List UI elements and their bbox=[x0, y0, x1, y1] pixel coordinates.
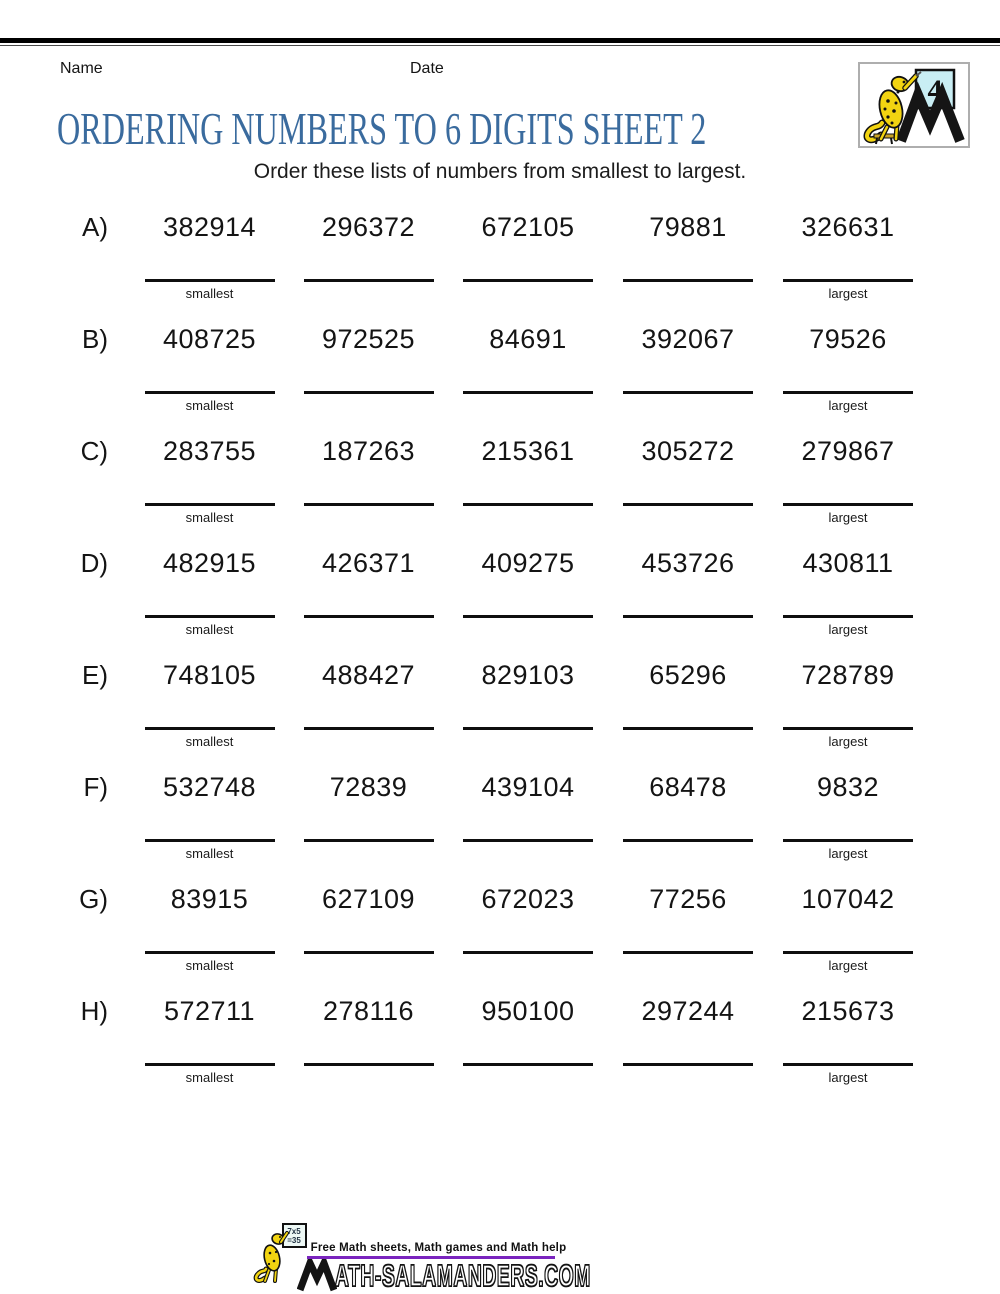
grade-badge-number: 4 bbox=[927, 74, 943, 107]
answer-blank bbox=[145, 279, 275, 282]
answer-blank bbox=[145, 503, 275, 506]
number-value: 572711 bbox=[163, 996, 256, 1026]
number-value: 279867 bbox=[801, 436, 895, 466]
number-value: 79526 bbox=[809, 324, 887, 354]
number-value: 79881 bbox=[649, 212, 727, 242]
footer-wordmark bbox=[297, 1259, 748, 1291]
footer bbox=[0, 1222, 1000, 1291]
number-value: 72839 bbox=[329, 772, 408, 802]
largest-label: largest bbox=[828, 622, 868, 637]
number-value: 215673 bbox=[801, 996, 895, 1026]
answer-blank bbox=[145, 1063, 275, 1066]
name-label: Name bbox=[60, 60, 103, 77]
number-value: 215361 bbox=[481, 436, 575, 466]
number-value: 392067 bbox=[641, 324, 735, 354]
number-value: 972525 bbox=[321, 324, 416, 354]
problem-letter: H) bbox=[80, 996, 108, 1026]
answer-blank bbox=[623, 391, 753, 394]
answer-blank bbox=[304, 951, 434, 954]
problem-letter: G) bbox=[79, 884, 108, 914]
problem-row-d bbox=[0, 548, 1000, 637]
smallest-label: smallest bbox=[185, 1070, 234, 1085]
largest-label: largest bbox=[828, 1070, 868, 1085]
number-value: 409275 bbox=[481, 548, 575, 578]
problem-row-b bbox=[0, 324, 1000, 413]
answer-blank bbox=[463, 951, 593, 954]
smallest-label: smallest bbox=[185, 286, 234, 301]
problem-list bbox=[0, 212, 1000, 1085]
number-value: 430811 bbox=[802, 548, 894, 578]
smallest-label: smallest bbox=[185, 510, 234, 525]
answer-blank bbox=[623, 951, 753, 954]
footer-site-name: ATH-SALAMANDERS.COM bbox=[334, 1258, 591, 1293]
answer-blank bbox=[463, 279, 593, 282]
answer-blank bbox=[783, 391, 913, 394]
answer-blank bbox=[304, 1063, 434, 1066]
answer-blank bbox=[783, 727, 913, 730]
number-value: 296372 bbox=[321, 212, 416, 242]
answer-blank bbox=[463, 1063, 593, 1066]
answer-blank bbox=[463, 615, 593, 618]
number-value: 9832 bbox=[816, 772, 880, 802]
answer-blank bbox=[623, 1063, 753, 1066]
answer-blank bbox=[304, 839, 434, 842]
problem-letter: A) bbox=[82, 212, 108, 242]
largest-label: largest bbox=[828, 846, 868, 861]
number-value: 84691 bbox=[489, 324, 567, 354]
answer-blank bbox=[783, 1063, 913, 1066]
number-value: 297244 bbox=[641, 996, 735, 1026]
answer-blank bbox=[463, 727, 593, 730]
answer-blank bbox=[623, 615, 753, 618]
number-value: 482915 bbox=[162, 548, 257, 578]
answer-blank bbox=[463, 839, 593, 842]
answer-blank bbox=[304, 503, 434, 506]
number-value: 672023 bbox=[481, 884, 575, 914]
problem-row-f bbox=[0, 772, 1000, 861]
answer-blank bbox=[304, 727, 434, 730]
answer-blank bbox=[145, 391, 275, 394]
answer-blank bbox=[783, 279, 913, 282]
number-value: 672105 bbox=[481, 212, 575, 242]
problem-letter: E) bbox=[82, 660, 108, 690]
number-value: 728789 bbox=[801, 660, 895, 690]
number-value: 305272 bbox=[641, 436, 735, 466]
number-value: 326631 bbox=[801, 212, 895, 242]
smallest-label: smallest bbox=[185, 622, 234, 637]
smallest-label: smallest bbox=[185, 398, 234, 413]
footer-board-line2: =35 bbox=[286, 1236, 301, 1245]
footer-board-line1: 7x5 bbox=[286, 1227, 301, 1236]
top-border-thin bbox=[0, 45, 1000, 46]
answer-blank bbox=[463, 391, 593, 394]
largest-label: largest bbox=[828, 286, 868, 301]
page-title: ORDERING NUMBERS TO 6 DIGITS SHEET 2 bbox=[57, 103, 707, 154]
answer-blank bbox=[783, 839, 913, 842]
problem-letter: B) bbox=[82, 324, 108, 354]
number-value: 382914 bbox=[162, 212, 257, 242]
problem-row-a bbox=[0, 212, 1000, 301]
number-value: 68478 bbox=[649, 772, 727, 802]
number-value: 748105 bbox=[162, 660, 257, 690]
number-value: 278116 bbox=[322, 996, 415, 1026]
answer-blank bbox=[304, 615, 434, 618]
number-value: 488427 bbox=[321, 660, 416, 690]
answer-blank bbox=[623, 279, 753, 282]
answer-blank bbox=[145, 951, 275, 954]
answer-blank bbox=[304, 279, 434, 282]
smallest-label: smallest bbox=[185, 846, 234, 861]
worksheet-logo bbox=[858, 62, 970, 148]
number-value: 65296 bbox=[649, 660, 727, 690]
number-value: 453726 bbox=[641, 548, 735, 578]
number-value: 83915 bbox=[170, 884, 249, 914]
answer-blank bbox=[623, 503, 753, 506]
problem-row-c bbox=[0, 436, 1000, 525]
answer-blank bbox=[783, 615, 913, 618]
top-border-thick bbox=[0, 38, 1000, 43]
number-value: 283755 bbox=[162, 436, 257, 466]
footer-salamander-icon bbox=[253, 1222, 311, 1286]
largest-label: largest bbox=[828, 510, 868, 525]
date-label: Date bbox=[410, 60, 444, 77]
number-value: 77256 bbox=[649, 884, 727, 914]
number-value: 532748 bbox=[162, 772, 257, 802]
salamander-logo-icon bbox=[861, 65, 967, 145]
answer-blank bbox=[623, 727, 753, 730]
number-value: 439104 bbox=[481, 772, 575, 802]
answer-blank bbox=[145, 615, 275, 618]
answer-blank bbox=[145, 727, 275, 730]
answer-blank bbox=[783, 503, 913, 506]
answer-blank bbox=[783, 951, 913, 954]
largest-label: largest bbox=[828, 398, 868, 413]
answer-blank bbox=[304, 391, 434, 394]
largest-label: largest bbox=[828, 958, 868, 973]
problem-row-g bbox=[0, 884, 1000, 973]
problem-letter: C) bbox=[80, 436, 108, 466]
number-value: 187263 bbox=[321, 436, 416, 466]
smallest-label: smallest bbox=[185, 734, 234, 749]
number-value: 950100 bbox=[481, 996, 575, 1026]
number-value: 107042 bbox=[801, 884, 895, 914]
answer-blank bbox=[463, 503, 593, 506]
number-value: 408725 bbox=[162, 324, 257, 354]
instruction-text: Order these lists of numbers from smallest to largest. bbox=[253, 160, 747, 183]
footer-tagline: Free Math sheets, Math games and Math help bbox=[310, 1242, 567, 1254]
largest-label: largest bbox=[828, 734, 868, 749]
problem-row-h bbox=[0, 996, 1000, 1085]
problem-letter: D) bbox=[80, 548, 108, 578]
answer-blank bbox=[623, 839, 753, 842]
number-value: 829103 bbox=[481, 660, 575, 690]
footer-mascot bbox=[253, 1222, 311, 1291]
problem-letter: F) bbox=[83, 772, 108, 802]
answer-blank bbox=[145, 839, 275, 842]
number-value: 426371 bbox=[321, 548, 416, 578]
smallest-label: smallest bbox=[185, 958, 234, 973]
number-value: 627109 bbox=[321, 884, 416, 914]
problem-row-e bbox=[0, 660, 1000, 749]
